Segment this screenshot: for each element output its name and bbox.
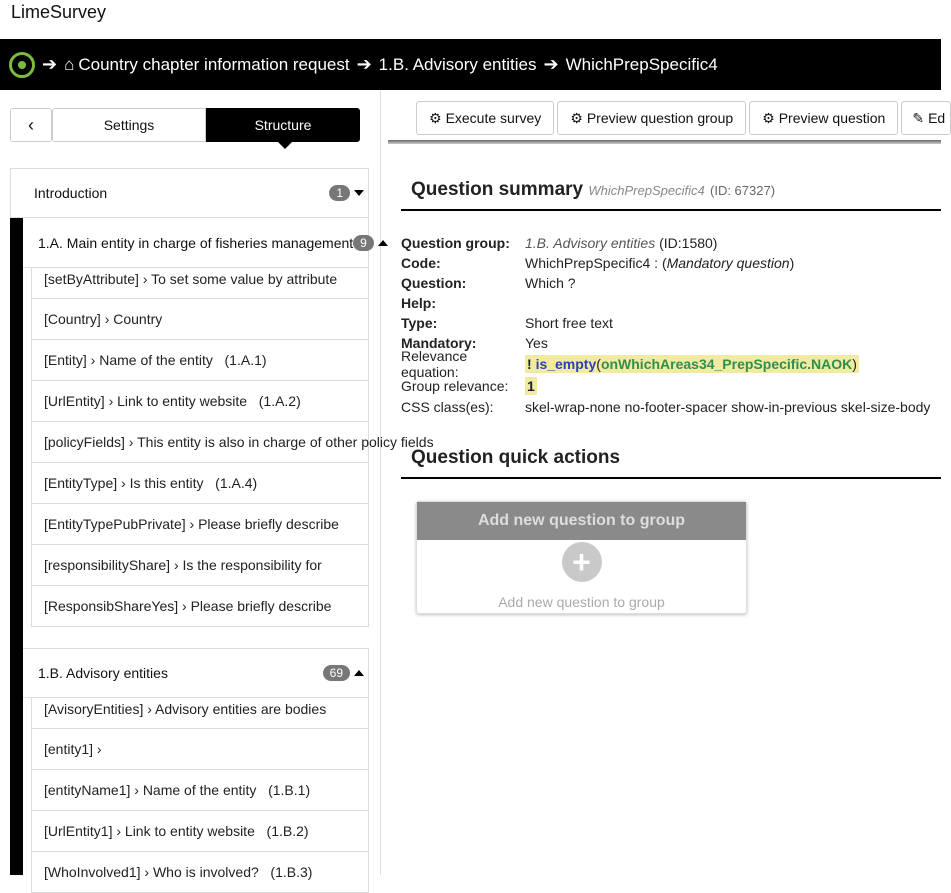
summary-row — [401, 293, 941, 313]
edit-button[interactable] — [901, 101, 951, 135]
relevance-not: ! — [527, 356, 536, 372]
list-item[interactable] — [31, 463, 369, 504]
question-label[interactable]: [ResponsibShareYes] › Please briefly describe — [44, 598, 332, 614]
button-label: Preview question group — [586, 110, 734, 126]
list-item[interactable] — [31, 852, 369, 893]
question-label[interactable]: [policyFields] › This entity is also in charge of other policy fields — [44, 434, 434, 450]
active-group-marker — [10, 218, 23, 649]
arrow-right-icon: ➔ — [356, 54, 372, 74]
code-value: WhichPrepSpecific4 : ( — [525, 255, 667, 271]
row-value: Yes — [525, 335, 548, 351]
relevance-variable: onWhichAreas34_PrepSpecific.NAOK — [600, 356, 853, 372]
relevance-paren: ( — [596, 356, 601, 372]
summary-row — [401, 253, 941, 273]
breadcrumb-question: WhichPrepSpecific4 — [565, 54, 718, 74]
list-item[interactable] — [31, 504, 369, 545]
button-label: Ed — [928, 110, 946, 126]
tab-structure[interactable]: Structure — [206, 108, 360, 142]
toolbar-divider — [388, 140, 941, 144]
summary-row — [401, 233, 941, 253]
preview-question-group-button[interactable] — [557, 101, 746, 135]
code-close: ) — [789, 255, 795, 271]
question-count-badge: 1 — [329, 185, 350, 201]
list-item[interactable] — [31, 340, 369, 381]
app-name[interactable]: LimeSurvey — [11, 2, 107, 22]
list-item[interactable] — [31, 770, 369, 811]
question-list — [31, 688, 369, 893]
mandatory-note: Mandatory question — [666, 255, 790, 271]
summary-row — [401, 397, 941, 417]
plus-circle-icon[interactable]: + — [562, 542, 602, 582]
tab-settings[interactable]: Settings — [52, 108, 206, 142]
gear-icon: ⚙ — [570, 109, 583, 126]
list-item[interactable] — [31, 545, 369, 586]
relevance-paren: ) — [852, 356, 857, 372]
row-value: skel-wrap-none no-footer-spacer show-in-previous skel-size-body — [525, 399, 931, 415]
question-group — [10, 168, 369, 218]
group-name[interactable]: 1.B. Advisory entities — [38, 665, 168, 681]
button-label: Execute survey — [445, 110, 542, 126]
chevron-left-icon: ‹ — [28, 114, 34, 135]
question-label[interactable]: [UrlEntity] › Link to entity website (1.A.2) — [44, 393, 301, 409]
question-label[interactable]: [EntityType] › Is this entity (1.A.4) — [44, 475, 258, 491]
row-label: Group relevance: — [401, 378, 509, 394]
preview-question-button[interactable] — [749, 101, 898, 135]
question-label[interactable]: [responsibilityShare] › Is the responsibility for — [44, 557, 322, 573]
home-icon[interactable]: ⌂ — [64, 54, 75, 74]
group-name[interactable]: Introduction — [34, 185, 108, 201]
group-name-value: 1.B. Advisory entities — [525, 235, 656, 251]
add-question-card-header[interactable]: Add new question to group — [417, 502, 746, 540]
add-question-card[interactable] — [416, 501, 747, 614]
question-label[interactable]: [Entity] › Name of the entity (1.A.1) — [44, 352, 267, 368]
group-name[interactable]: 1.A. Main entity in charge of fisheries management — [38, 234, 354, 251]
question-code-subtitle: WhichPrepSpecific4 — [588, 183, 705, 198]
list-item[interactable] — [31, 811, 369, 852]
gear-icon: ⚙ — [762, 109, 775, 126]
summary-row — [401, 348, 941, 380]
limesurvey-logo-icon[interactable] — [9, 52, 35, 78]
question-label[interactable]: [setByAttribute] › To set some value by attribute — [44, 270, 338, 287]
question-label[interactable]: [entity1] › — [44, 741, 102, 757]
row-label: Help: — [401, 295, 436, 311]
row-label: Mandatory: — [401, 335, 477, 351]
summary-row — [401, 313, 941, 333]
question-label[interactable]: [entityName1] › Name of the entity (1.B.1) — [44, 782, 311, 798]
question-count-badge: 69 — [323, 665, 350, 681]
question-group — [10, 648, 369, 880]
summary-row — [401, 375, 941, 397]
add-question-card-label[interactable]: Add new question to group — [498, 594, 665, 610]
relevance-function: is_empty — [535, 356, 597, 372]
question-toolbar — [416, 101, 951, 135]
group-header-1b[interactable] — [23, 648, 369, 698]
question-label[interactable]: [EntityTypePubPrivate] › Please briefly describe — [44, 516, 339, 532]
quick-actions-heading: Question quick actions — [411, 447, 621, 468]
relevance-equation — [525, 355, 859, 373]
caret-up-icon[interactable] — [354, 670, 364, 676]
group-id-value: (ID:1580) — [659, 235, 718, 251]
list-item[interactable] — [31, 381, 369, 422]
breadcrumb-bar — [0, 39, 941, 90]
list-item[interactable] — [31, 299, 369, 340]
row-value — [525, 255, 794, 271]
question-label[interactable]: [WhoInvolved1] › Who is involved? (1.B.3) — [44, 864, 313, 880]
question-label[interactable]: [UrlEntity1] › Link to entity website (1.B.2) — [44, 823, 309, 839]
row-label: Type: — [401, 315, 438, 331]
row-label: Relevance equation: — [401, 348, 468, 380]
group-header-introduction[interactable] — [10, 168, 369, 218]
summary-heading: Question summary — [411, 179, 584, 200]
caret-down-icon[interactable] — [354, 190, 364, 196]
list-item[interactable] — [31, 729, 369, 770]
row-value: Short free text — [525, 315, 613, 331]
pencil-icon: ✎ — [912, 109, 925, 126]
caret-up-icon[interactable] — [378, 240, 388, 246]
question-label[interactable]: [AvisoryEntities] › Advisory entities are bodies — [44, 700, 327, 717]
button-label: Preview question — [778, 110, 886, 126]
arrow-right-icon: ➔ — [42, 54, 58, 74]
row-value: Which ? — [525, 275, 576, 291]
row-label: Question: — [401, 275, 467, 291]
list-item[interactable] — [31, 422, 434, 463]
arrow-right-icon: ➔ — [543, 54, 559, 74]
row-value — [525, 235, 717, 251]
question-id: (ID: 67327) — [710, 183, 776, 198]
row-value: 1 — [527, 378, 535, 394]
active-group-marker — [10, 648, 23, 875]
question-count-badge: 9 — [353, 235, 374, 251]
breadcrumb-group[interactable]: 1.B. Advisory entities — [378, 54, 537, 74]
question-label[interactable]: [Country] › Country — [44, 311, 163, 327]
question-summary-title — [401, 179, 941, 211]
breadcrumb-survey[interactable]: Country chapter information request — [78, 54, 350, 74]
row-label: Question group: — [401, 235, 510, 251]
gear-icon: ⚙ — [429, 109, 442, 126]
row-label: Code: — [401, 255, 441, 271]
question-summary-table — [401, 233, 941, 417]
quick-actions-title — [401, 447, 941, 479]
row-label: CSS class(es): — [401, 399, 494, 415]
execute-survey-button[interactable] — [416, 101, 554, 135]
list-item[interactable] — [31, 586, 369, 627]
group-header-1a[interactable] — [23, 218, 369, 268]
summary-row — [401, 273, 941, 293]
sidebar-tabs — [10, 108, 360, 142]
collapse-sidebar-button[interactable] — [10, 108, 52, 142]
